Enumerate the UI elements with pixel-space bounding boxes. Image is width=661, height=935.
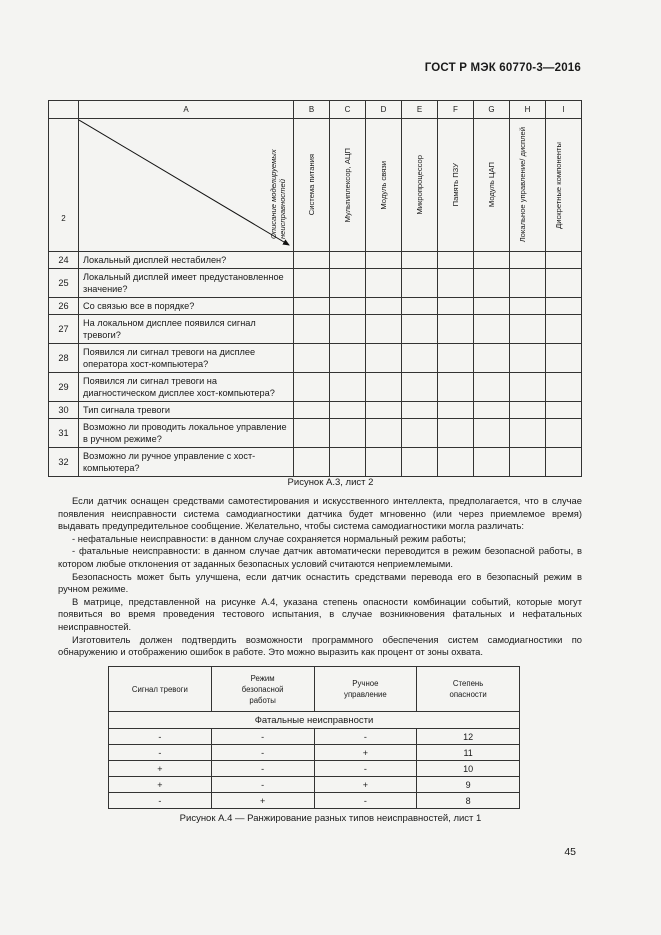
col-title: Мультиплексор, АЦП <box>343 147 352 223</box>
page-number: 45 <box>564 846 576 858</box>
matrix-cell <box>402 269 438 298</box>
matrix-cell <box>474 315 510 344</box>
matrix-cell <box>402 298 438 315</box>
col-title: Дискретные компоненты <box>553 141 563 229</box>
matrix-cell <box>294 298 330 315</box>
paragraph: Безопасность может быть улучшена, если датчик оснастить средствами перевода его в безопасный режим в ручном режиме. <box>58 570 582 595</box>
matrix-cell <box>330 402 366 419</box>
matrix-cell <box>330 269 366 298</box>
matrix-cell <box>366 315 402 344</box>
matrix-cell <box>510 373 546 402</box>
matrix-cell <box>546 269 582 298</box>
matrix-cell <box>474 344 510 373</box>
col-letter: G <box>474 101 510 119</box>
col-letter: I <box>546 101 582 119</box>
matrix-cell <box>366 402 402 419</box>
table-row <box>109 729 520 745</box>
matrix-cell <box>474 402 510 419</box>
table-row <box>109 777 520 793</box>
table-cell: + <box>109 761 212 777</box>
table-row <box>109 745 520 761</box>
matrix-cell <box>330 373 366 402</box>
row-number: 27 <box>49 315 79 344</box>
col-letter: D <box>366 101 402 119</box>
row-number: 30 <box>49 402 79 419</box>
table-row <box>109 793 520 809</box>
matrix-cell <box>366 269 402 298</box>
matrix-cell <box>330 298 366 315</box>
section-row <box>109 712 520 729</box>
row-number: 26 <box>49 298 79 315</box>
table-row <box>49 448 582 477</box>
matrix-cell <box>366 373 402 402</box>
table-cell: 11 <box>417 745 520 761</box>
table-row <box>49 252 582 269</box>
matrix-cell <box>546 373 582 402</box>
col-letter: A <box>79 101 294 119</box>
table-cell: 9 <box>417 777 520 793</box>
matrix-cell <box>546 344 582 373</box>
col-letter: C <box>330 101 366 119</box>
table-header-row <box>109 667 520 712</box>
matrix-cell <box>438 315 474 344</box>
table-cell: + <box>314 777 417 793</box>
table-cell: - <box>314 793 417 809</box>
row-question: Появился ли сигнал тревоги на диагностическом дисплее хост-компьютера? <box>79 373 294 402</box>
column-titles-row <box>49 119 582 252</box>
matrix-cell <box>330 344 366 373</box>
matrix-cell <box>366 448 402 477</box>
table-cell: 10 <box>417 761 520 777</box>
matrix-cell <box>474 269 510 298</box>
matrix-cell <box>294 269 330 298</box>
matrix-cell <box>438 373 474 402</box>
matrix-cell <box>510 252 546 269</box>
matrix-cell <box>546 402 582 419</box>
table-cell: - <box>314 761 417 777</box>
body-text <box>58 495 582 659</box>
table-row <box>49 298 582 315</box>
matrix-cell <box>330 419 366 448</box>
matrix-cell <box>438 448 474 477</box>
matrix-cell <box>510 448 546 477</box>
matrix-cell <box>402 315 438 344</box>
matrix-cell <box>294 419 330 448</box>
matrix-cell <box>510 419 546 448</box>
table-cell: - <box>109 729 212 745</box>
row-number: 28 <box>49 344 79 373</box>
matrix-cell <box>474 252 510 269</box>
matrix-cell <box>510 344 546 373</box>
matrix-cell <box>294 252 330 269</box>
column-letters-row <box>49 101 582 119</box>
paragraph: - фатальные неисправности: в данном случае датчик автоматически переводится в режим безопасной работы, в котором любые отклонения от заданных безопасных условий считаются неприемлемыми. <box>58 545 582 569</box>
col-title: Модуль ЦАП <box>487 162 496 208</box>
col-title: Модуль связи <box>379 160 388 210</box>
row-question: Со связью все в порядке? <box>79 298 294 315</box>
table-row <box>49 269 582 298</box>
matrix-cell <box>330 448 366 477</box>
paragraph: В матрице, представленной на рисунке А.4, указана степень опасности комбинации событий, которые могут появиться во время проведения тестового испытания, в случае возникновения фатальных и нефатальных неисправностей. <box>58 595 582 632</box>
row-number: 32 <box>49 448 79 477</box>
matrix-cell <box>510 402 546 419</box>
matrix-cell <box>546 298 582 315</box>
table-cell: + <box>211 793 314 809</box>
row-question: Возможно ли проводить локальное управление в ручном режиме? <box>79 419 294 448</box>
row-number: 24 <box>49 252 79 269</box>
row-number: 29 <box>49 373 79 402</box>
matrix-cell <box>546 315 582 344</box>
matrix-cell <box>474 448 510 477</box>
col-letter: H <box>510 101 546 119</box>
row-number: 31 <box>49 419 79 448</box>
matrix-cell <box>438 419 474 448</box>
col-title: Память ПЗУ <box>451 163 460 207</box>
table-cell: - <box>211 745 314 761</box>
danger-ranking-table <box>108 666 520 809</box>
table-cell: - <box>211 761 314 777</box>
figure-a3-caption: Рисунок А.3, лист 2 <box>287 477 374 488</box>
row-question: Тип сигнала тревоги <box>79 402 294 419</box>
matrix-cell <box>438 298 474 315</box>
table-row <box>49 402 582 419</box>
fault-matrix-table <box>48 100 582 477</box>
matrix-cell <box>294 344 330 373</box>
row-question: Локальный дисплей нестабилен? <box>79 252 294 269</box>
matrix-cell <box>438 402 474 419</box>
table-row <box>109 761 520 777</box>
figure-a4-caption: Рисунок А.4 — Ранжирование разных типов неисправностей, лист 1 <box>179 813 482 824</box>
diagonal-header <box>79 119 293 251</box>
diagonal-label: Описание моделируемых неисправностей <box>269 149 287 239</box>
header-safe-mode: Режим безопасной работы <box>211 667 314 712</box>
matrix-cell <box>294 315 330 344</box>
matrix-cell <box>402 419 438 448</box>
header-alarm: Сигнал тревоги <box>109 667 212 712</box>
row-question: Появился ли сигнал тревоги на дисплее оператора хост-компьютера? <box>79 344 294 373</box>
table-cell: - <box>211 777 314 793</box>
col-title: Система питания <box>307 154 316 216</box>
matrix-cell <box>402 373 438 402</box>
table-cell: - <box>314 729 417 745</box>
matrix-cell <box>294 373 330 402</box>
table-row <box>49 419 582 448</box>
row-question: Локальный дисплей имеет предустановленное значение? <box>79 269 294 298</box>
table-row <box>49 344 582 373</box>
matrix-cell <box>366 344 402 373</box>
paragraph: Если датчик оснащен средствами самотестирования и искусственного интеллекта, предполагается, что в случае появления неисправности система самодиагностики датчика будет мгновенно (или через приемлемое время) выдавать предупредительное сообщение. Желательно, чтобы система самодиагностики могла различать: <box>58 495 582 532</box>
matrix-cell <box>402 344 438 373</box>
table-row <box>49 373 582 402</box>
section-title: Фатальные неисправности <box>109 712 520 729</box>
matrix-cell <box>366 252 402 269</box>
table-row <box>49 315 582 344</box>
table-cell: - <box>109 745 212 761</box>
matrix-cell <box>474 373 510 402</box>
col-letter: F <box>438 101 474 119</box>
matrix-cell <box>366 298 402 315</box>
row-number: 25 <box>49 269 79 298</box>
table-cell: 12 <box>417 729 520 745</box>
matrix-cell <box>510 298 546 315</box>
matrix-cell <box>546 419 582 448</box>
matrix-cell <box>510 315 546 344</box>
matrix-cell <box>402 252 438 269</box>
matrix-cell <box>546 448 582 477</box>
table-cell: 8 <box>417 793 520 809</box>
matrix-cell <box>474 298 510 315</box>
col-letter: B <box>294 101 330 119</box>
col-title: Локальное управление/ дисплей <box>517 127 527 243</box>
col-title: Микропроцессор <box>415 155 424 215</box>
row-question: Возможно ли ручное управление с хост-компьютера? <box>79 448 294 477</box>
header-manual: Ручное управление <box>314 667 417 712</box>
paragraph: Изготовитель должен подтвердить возможности программного обеспечения систем самодиагностики по обнаружению и отображению ошибок в работе. Это можно выразить как процент от зоны охвата. <box>58 633 582 658</box>
matrix-cell <box>402 448 438 477</box>
matrix-cell <box>294 402 330 419</box>
col-letter: E <box>402 101 438 119</box>
matrix-cell <box>330 315 366 344</box>
row-question: На локальном дисплее появился сигнал тревоги? <box>79 315 294 344</box>
paragraph: - нефатальные неисправности: в данном случае сохраняется нормальный режим работы; <box>72 532 467 544</box>
matrix-cell <box>438 252 474 269</box>
matrix-cell <box>402 402 438 419</box>
table-cell: - <box>109 793 212 809</box>
matrix-cell <box>510 269 546 298</box>
header-danger: Степень опасности <box>417 667 520 712</box>
matrix-cell <box>438 344 474 373</box>
table-cell: + <box>314 745 417 761</box>
diagonal-arrow-icon <box>79 119 294 251</box>
matrix-cell <box>546 252 582 269</box>
matrix-cell <box>474 419 510 448</box>
table-cell: + <box>109 777 212 793</box>
matrix-cell <box>438 269 474 298</box>
row-number-header: 2 <box>61 214 66 223</box>
matrix-cell <box>330 252 366 269</box>
standard-header: ГОСТ Р МЭК 60770-3—2016 <box>424 62 581 74</box>
matrix-cell <box>294 448 330 477</box>
matrix-cell <box>366 419 402 448</box>
table-cell: - <box>211 729 314 745</box>
